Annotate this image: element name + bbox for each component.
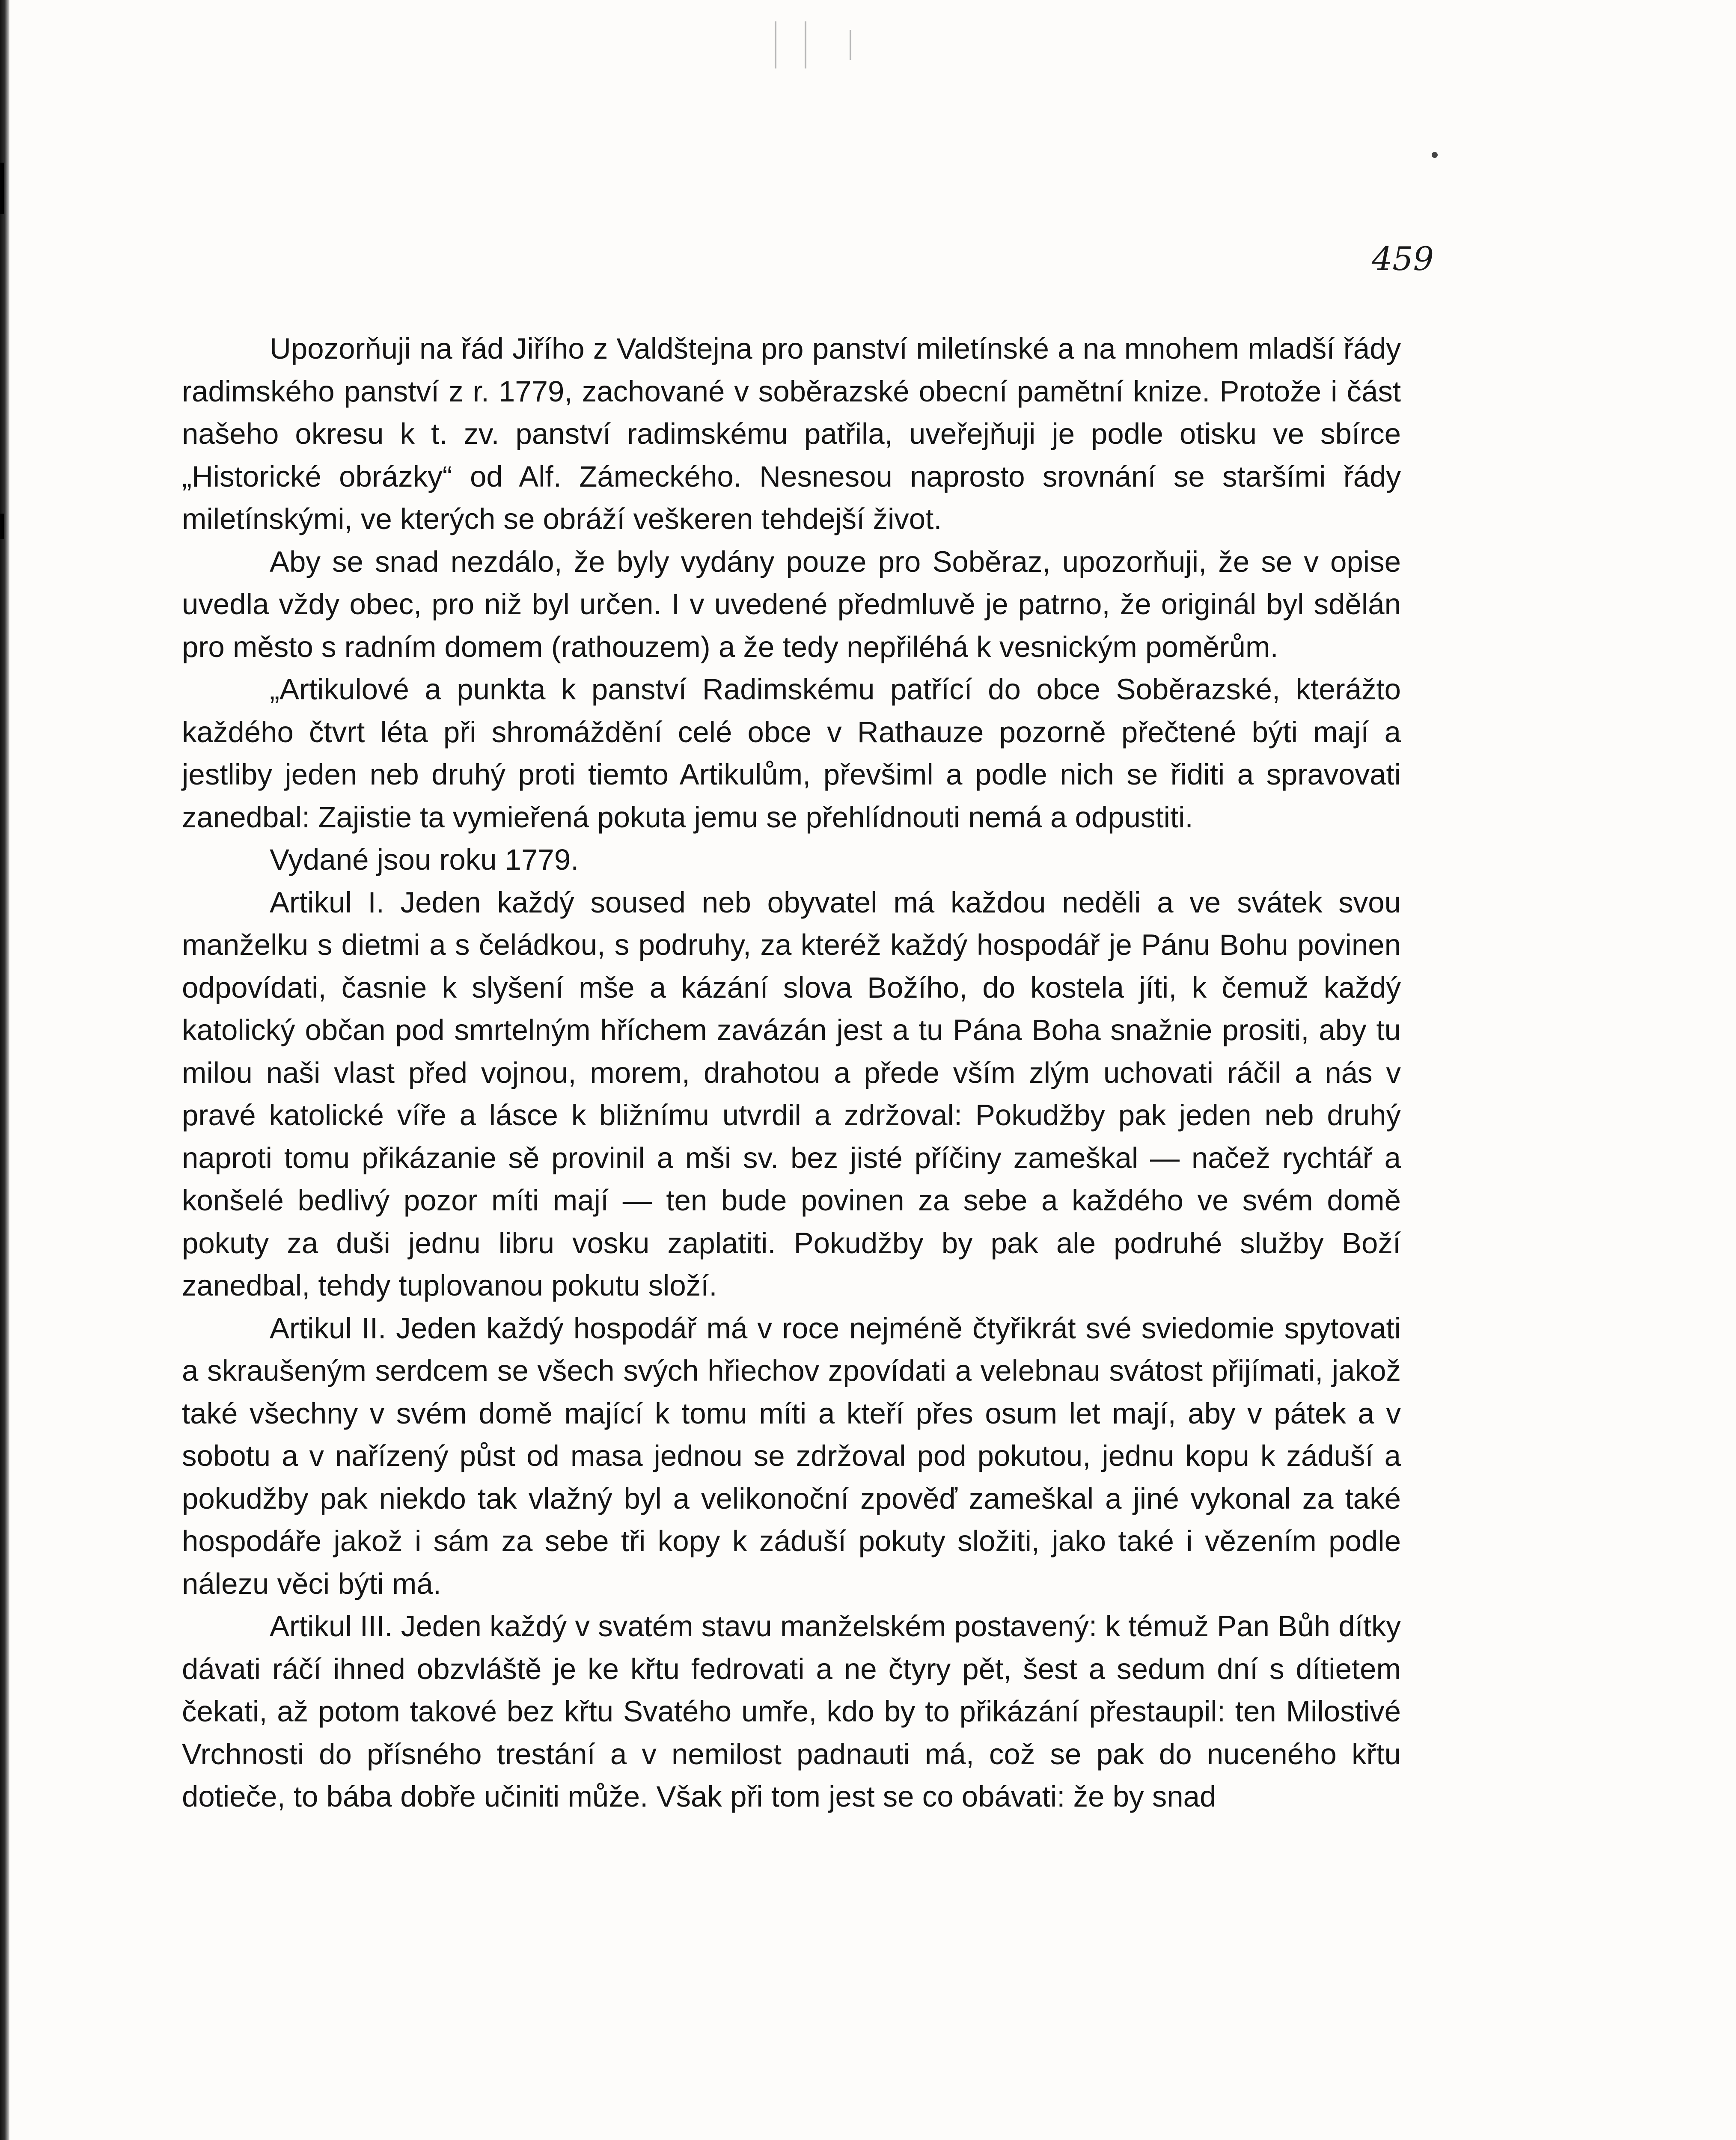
paragraph: Artikul I. Jeden každý soused neb obyvatel má každou neděli a ve svátek svou manželku s dietmi a s čeládkou, s podruhy, za kteréž každý hospodář je Pánu Bohu povinen odpovídati, časnie k slyšení mše a kázání slova Božího, do kostela jíti, k čemuž každý katolický občan pod smrtelným hříchem zavázán jest a tu Pána Boha snažnie prositi, aby tu milou naši vlast před vojnou, morem, drahotou a přede vším zlým uchovati ráčil a nás v pravé katolické víře a lásce k bližnímu utvrdil a zdržoval: Pokudžby pak jeden neb druhý naproti tomu přikázanie sě provinil a mši sv. bez jisté příčiny zameškal — načež rychtář a konšelé bedlivý pozor míti mají — ten bude povinen za sebe a každého ve svém domě pokuty za duši jednu libru vosku zaplatiti. Pokudžby by pak ale podruhé služby Boží zanedbal, tehdy tuplovanou pokutu složí. [182, 886, 1401, 1302]
paragraph: Upozorňuji na řád Jiřího z Valdštejna pro panství miletínské a na mnohem mladší řády radimského panství z r. 1779, zachované v soběrazské obecní pamětní knize. Protože i část našeho okresu k t. zv. panství radimskému patřila, uveřejňuji je podle otisku ve sbírce „Historické obrázky“ od Alf. Zámeckého. Nesnesou naprosto srovnání se staršími řády miletínskými, ve kterých se obráží veškeren tehdejší život. [182, 332, 1401, 535]
scan-edge-mark [0, 163, 4, 214]
scan-speck [1432, 152, 1438, 158]
paragraph: Aby se snad nezdálo, že byly vydány pouze pro Soběraz, upozorňuji, že se v opise uvedla vždy obec, pro niž byl určen. I v uvedené předmluvě je patrno, že originál byl sdělán pro město s radním domem (rathouzem) a že tedy nepřiléhá k vesnickým poměrům. [182, 545, 1401, 663]
paragraph: Artikul III. Jeden každý v svatém stavu manželském postavený: k témuž Pan Bůh dítky dávati ráčí ihned obzvláště je ke křtu fedrovati a ne čtyry pět, šest a sedum dní s dítietem čekati, až potom takové bez křtu Svatého umře, kdo by to přikázání přestaupil: ten Milostivé Vrchnosti do přísného trestání a v nemilost padnauti má, což se pak do nuceného křtu dotieče, to bába dobře učiniti může. Však při tom jest se co obávati: že by snad [182, 1610, 1401, 1813]
scan-top-artifact [775, 21, 776, 68]
body-text [182, 327, 1401, 1818]
paragraph: Vydané jsou roku 1779. [270, 843, 579, 876]
page-number: 459 [1371, 240, 1434, 278]
paragraph: Artikul II. Jeden každý hospodář má v roce nejméně čtyřikrát své sviedomie spytovati a skraušeným serdcem se všech svých hřiechov zpovídati a velebnau svátost přijímati, jakož také všechny v svém domě mající k tomu míti a kteří přes osum let mají, aby v pátek a v sobotu a v nařízený půst od masa jednou se zdržoval pod pokutou, jednu kopu k záduší a pokudžby pak niekdo tak vlažný byl a velikonoční zpověď zameškal a jiné vykonal za také hospodáře jakož i sám za sebe tři kopy k záduší pokuty složiti, jako také i vězením podle nálezu věci býti má. [182, 1311, 1401, 1600]
scan-left-edge-shadow [0, 0, 9, 2140]
scan-edge-mark [0, 514, 4, 539]
paragraph: „Artikulové a punkta k panství Radimskému patřící do obce Soběrazské, kterážto každého čtvrt léta při shromáždění celé obce v Rathauze pozorně přečtené býti mají a jestliby jeden neb druhý proti tiemto Artikulům, převšiml a podle nich se řiditi a spravovati zanedbal: Zajistie ta vymieřená pokuta jemu se přehlídnouti nemá a odpustiti. [182, 673, 1401, 834]
scan-top-artifact [850, 30, 851, 60]
scan-top-artifact [805, 21, 806, 68]
